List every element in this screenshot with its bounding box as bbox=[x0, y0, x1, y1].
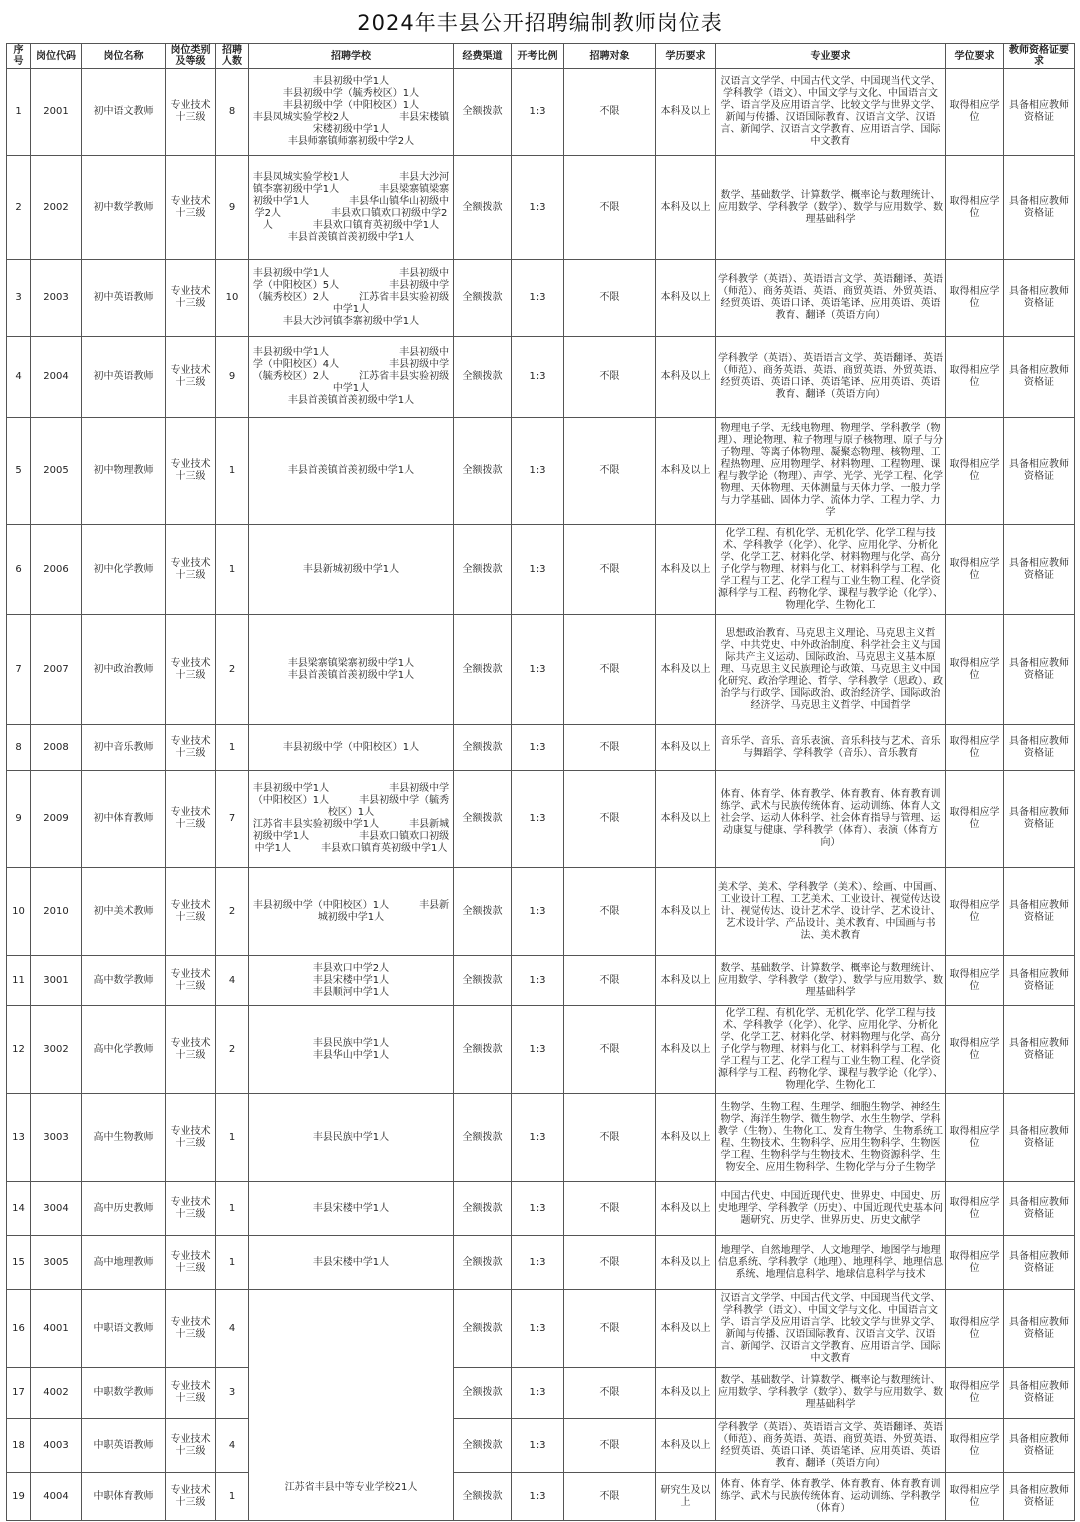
cell-schools: 丰县初级中学1人 丰县初级中学（中阳校区）4人 丰县初级中学（毓秀校区）2人 江苏省丰县实验初级中学1人 丰县首羡镇首羡初级中学1人 bbox=[249, 337, 454, 418]
cell-cert: 具备相应教师资格证 bbox=[1004, 1182, 1075, 1236]
cell-ratio: 1:3 bbox=[512, 525, 564, 615]
cell-edu: 本科及以上 bbox=[656, 1368, 716, 1419]
cell-schools: 丰县初级中学1人 丰县初级中学（中阳校区）1人 丰县初级中学（毓秀校区）1人 江苏省丰县实验初级中学1人 丰县新城初级中学1人 丰县欢口镇欢口初级中学1人 丰县欢口镇育英初级中学1人 bbox=[249, 771, 454, 868]
cell-cert: 具备相应教师资格证 bbox=[1004, 337, 1075, 418]
cell-target: 不限 bbox=[564, 956, 656, 1006]
header-cell: 岗位代码 bbox=[31, 44, 82, 69]
header-cell: 经费渠道 bbox=[454, 44, 512, 69]
cell-edu: 本科及以上 bbox=[656, 725, 716, 771]
cell-code: 2002 bbox=[31, 156, 82, 260]
cell-level: 专业技术十三级 bbox=[166, 69, 216, 156]
cell-no: 12 bbox=[7, 1006, 31, 1094]
table-row bbox=[7, 418, 1075, 525]
cell-count: 9 bbox=[216, 337, 249, 418]
cell-ratio: 1:3 bbox=[512, 1368, 564, 1419]
cell-level: 专业技术十三级 bbox=[166, 156, 216, 260]
cell-code: 2009 bbox=[31, 771, 82, 868]
cell-ratio: 1:3 bbox=[512, 1290, 564, 1368]
cell-level: 专业技术十三级 bbox=[166, 1290, 216, 1368]
cell-count: 1 bbox=[216, 418, 249, 525]
cell-cert: 具备相应教师资格证 bbox=[1004, 1290, 1075, 1368]
cell-major: 中国古代史、中国近现代史、世界史、中国史、历史地理学、学科教学（历史）、中国近现代史基本问题研究、历史学、世界历史、历史文献学 bbox=[716, 1182, 946, 1236]
table-row bbox=[7, 956, 1075, 1006]
cell-degree: 取得相应学位 bbox=[946, 1290, 1004, 1368]
cell-no: 16 bbox=[7, 1290, 31, 1368]
cell-no: 1 bbox=[7, 69, 31, 156]
cell-no: 9 bbox=[7, 771, 31, 868]
cell-code: 3002 bbox=[31, 1006, 82, 1094]
cell-name: 中职英语教师 bbox=[82, 1419, 166, 1473]
cell-cert: 具备相应教师资格证 bbox=[1004, 1473, 1075, 1521]
cell-count: 1 bbox=[216, 1236, 249, 1290]
table-row bbox=[7, 1236, 1075, 1290]
cell-fund: 全额拨款 bbox=[454, 337, 512, 418]
cell-level: 专业技术十三级 bbox=[166, 725, 216, 771]
cell-major: 生物学、生物工程、生理学、细胞生物学、神经生物学、海洋生物学、微生物学、水生生物学、学科教学（生物）、生物化工、发育生物学、生物系统工程、生物技术、生物科学、应用生物科学、生物医学工程、生物科学与生物技术、生物资源科学、生物安全、应用生物科学、生物化学与分子生物学 bbox=[716, 1094, 946, 1182]
cell-schools: 丰县宋楼中学1人 bbox=[249, 1236, 454, 1290]
cell-target: 不限 bbox=[564, 868, 656, 956]
cell-no: 15 bbox=[7, 1236, 31, 1290]
cell-level: 专业技术十三级 bbox=[166, 1236, 216, 1290]
cell-name: 初中美术教师 bbox=[82, 868, 166, 956]
cell-target: 不限 bbox=[564, 337, 656, 418]
header-cell: 教师资格证要求 bbox=[1004, 44, 1075, 69]
cell-edu: 本科及以上 bbox=[656, 418, 716, 525]
cell-target: 不限 bbox=[564, 156, 656, 260]
cell-edu: 本科及以上 bbox=[656, 1182, 716, 1236]
cell-major: 地理学、自然地理学、人文地理学、地图学与地理信息系统、学科教学（地理）、地理科学、地理信息系统、地理信息科学、地球信息科学与技术 bbox=[716, 1236, 946, 1290]
table-row bbox=[7, 771, 1075, 868]
cell-schools: 丰县宋楼中学1人 bbox=[249, 1182, 454, 1236]
cell-fund: 全额拨款 bbox=[454, 1182, 512, 1236]
table-row bbox=[7, 1473, 1075, 1521]
header-cell: 招聘人数 bbox=[216, 44, 249, 69]
cell-name: 高中历史教师 bbox=[82, 1182, 166, 1236]
cell-schools: 丰县民族中学1人 丰县华山中学1人 bbox=[249, 1006, 454, 1094]
cell-fund: 全额拨款 bbox=[454, 771, 512, 868]
cell-edu: 本科及以上 bbox=[656, 337, 716, 418]
cell-level: 专业技术十三级 bbox=[166, 418, 216, 525]
recruitment-table bbox=[6, 43, 1075, 1521]
cell-count: 4 bbox=[216, 1290, 249, 1368]
table-row bbox=[7, 615, 1075, 725]
cell-level: 专业技术十三级 bbox=[166, 1094, 216, 1182]
cell-level: 专业技术十三级 bbox=[166, 337, 216, 418]
cell-name: 高中化学教师 bbox=[82, 1006, 166, 1094]
page-title: 2024年丰县公开招聘编制教师岗位表 bbox=[357, 11, 723, 35]
cell-fund: 全额拨款 bbox=[454, 1473, 512, 1521]
cell-count: 4 bbox=[216, 956, 249, 1006]
cell-code: 3001 bbox=[31, 956, 82, 1006]
cell-no: 14 bbox=[7, 1182, 31, 1236]
cell-target: 不限 bbox=[564, 1006, 656, 1094]
cell-cert: 具备相应教师资格证 bbox=[1004, 1094, 1075, 1182]
cell-no: 19 bbox=[7, 1473, 31, 1521]
cell-count: 1 bbox=[216, 525, 249, 615]
cell-level: 专业技术十三级 bbox=[166, 260, 216, 337]
cell-no: 11 bbox=[7, 956, 31, 1006]
cell-schools: 丰县凤城实验学校1人 丰县大沙河镇李寨初级中学1人 丰县梁寨镇梁寨初级中学1人 丰县华山镇华山初级中学2人 丰县欢口镇欢口初级中学2人 丰县欢口镇育英初级中学1人 丰县首羡镇首羡初级中学1人 bbox=[249, 156, 454, 260]
cell-count: 2 bbox=[216, 868, 249, 956]
cell-degree: 取得相应学位 bbox=[946, 725, 1004, 771]
cell-fund: 全额拨款 bbox=[454, 69, 512, 156]
cell-degree: 取得相应学位 bbox=[946, 1182, 1004, 1236]
table-row bbox=[7, 1368, 1075, 1419]
cell-count: 1 bbox=[216, 1182, 249, 1236]
cell-code: 3004 bbox=[31, 1182, 82, 1236]
cell-degree: 取得相应学位 bbox=[946, 1473, 1004, 1521]
cell-no: 2 bbox=[7, 156, 31, 260]
table-row bbox=[7, 337, 1075, 418]
cell-no: 13 bbox=[7, 1094, 31, 1182]
cell-cert: 具备相应教师资格证 bbox=[1004, 725, 1075, 771]
cell-target: 不限 bbox=[564, 1368, 656, 1419]
cell-major: 汉语言文学学、中国古代文学、中国现当代文学、学科教学（语文）、中国文学与文化、中国语言文学、语言学及应用语言学、比较文学与世界文学、新闻与传播、汉语国际教育、汉语言文学、汉语言、新闻学、汉语言文学教育、应用语言学、国际中文教育 bbox=[716, 1290, 946, 1368]
cell-cert: 具备相应教师资格证 bbox=[1004, 771, 1075, 868]
cell-edu: 本科及以上 bbox=[656, 1094, 716, 1182]
cell-major: 数学、基础数学、计算数学、概率论与数理统计、应用数学、学科教学（数学）、数学与应用数学、数理基础科学 bbox=[716, 956, 946, 1006]
cell-name: 初中英语教师 bbox=[82, 260, 166, 337]
cell-fund: 全额拨款 bbox=[454, 615, 512, 725]
table-row bbox=[7, 260, 1075, 337]
cell-target: 不限 bbox=[564, 1094, 656, 1182]
cell-ratio: 1:3 bbox=[512, 1094, 564, 1182]
cell-code: 2006 bbox=[31, 525, 82, 615]
cell-target: 不限 bbox=[564, 525, 656, 615]
cell-degree: 取得相应学位 bbox=[946, 418, 1004, 525]
cell-count: 1 bbox=[216, 1094, 249, 1182]
cell-degree: 取得相应学位 bbox=[946, 156, 1004, 260]
cell-code: 4003 bbox=[31, 1419, 82, 1473]
cell-target: 不限 bbox=[564, 69, 656, 156]
cell-no: 8 bbox=[7, 725, 31, 771]
cell-major: 思想政治教育、马克思主义理论、马克思主义哲学、中共党史、中外政治制度、科学社会主义与国际共产主义运动、国际政治、马克思主义基本原理、马克思主义民族理论与政策、马克思主义中国化研究、政治学理论、哲学、学科教学（思政）、政治学与行政学、国际政治、政治经济学、国际政治经济学、马克思主义哲学、中国哲学 bbox=[716, 615, 946, 725]
table-row bbox=[7, 156, 1075, 260]
cell-code: 3003 bbox=[31, 1094, 82, 1182]
cell-major: 物理电子学、无线电物理、物理学、学科教学（物理）、理论物理、粒子物理与原子核物理、原子与分子物理、等离子体物理、凝聚态物理、核物理、工程热物理、应用物理学、材料物理、工程物理、课程与教学论（物理）、声学、光学、光学工程、化学物理、天体物理、天体测量与天体力学、一般力学与力学基础、固体力学、流体力学、工程力学、力学 bbox=[716, 418, 946, 525]
cell-target: 不限 bbox=[564, 260, 656, 337]
cell-schools: 丰县首羡镇首羡初级中学1人 bbox=[249, 418, 454, 525]
cell-ratio: 1:3 bbox=[512, 956, 564, 1006]
cell-no: 7 bbox=[7, 615, 31, 725]
cell-fund: 全额拨款 bbox=[454, 1368, 512, 1419]
cell-degree: 取得相应学位 bbox=[946, 615, 1004, 725]
cell-ratio: 1:3 bbox=[512, 1182, 564, 1236]
cell-fund: 全额拨款 bbox=[454, 868, 512, 956]
cell-ratio: 1:3 bbox=[512, 771, 564, 868]
cell-major: 数学、基础数学、计算数学、概率论与数理统计、应用数学、学科教学（数学）、数学与应用数学、数理基础科学 bbox=[716, 1368, 946, 1419]
cell-name: 初中音乐教师 bbox=[82, 725, 166, 771]
cell-name: 中职语文教师 bbox=[82, 1290, 166, 1368]
cell-target: 不限 bbox=[564, 771, 656, 868]
cell-ratio: 1:3 bbox=[512, 725, 564, 771]
cell-edu: 本科及以上 bbox=[656, 1006, 716, 1094]
cell-target: 不限 bbox=[564, 1182, 656, 1236]
cell-cert: 具备相应教师资格证 bbox=[1004, 1236, 1075, 1290]
cell-schools: 丰县初级中学（中阳校区）1人 bbox=[249, 725, 454, 771]
header-cell: 招聘学校 bbox=[249, 44, 454, 69]
cell-no: 5 bbox=[7, 418, 31, 525]
cell-cert: 具备相应教师资格证 bbox=[1004, 1006, 1075, 1094]
cell-ratio: 1:3 bbox=[512, 337, 564, 418]
cell-cert: 具备相应教师资格证 bbox=[1004, 1419, 1075, 1473]
cell-no: 17 bbox=[7, 1368, 31, 1419]
cell-count: 8 bbox=[216, 69, 249, 156]
cell-ratio: 1:3 bbox=[512, 260, 564, 337]
cell-fund: 全额拨款 bbox=[454, 725, 512, 771]
cell-major: 体育、体育学、体育教学、体育教育、体育教育训练学、武术与民族传统体育、运动训练、体育人文社会学、运动人体科学、社会体育指导与管理、运动康复与健康、学科教学（体育）、表演（体育方向） bbox=[716, 771, 946, 868]
cell-fund: 全额拨款 bbox=[454, 1006, 512, 1094]
cell-name: 初中政治教师 bbox=[82, 615, 166, 725]
cell-schools: 丰县民族中学1人 bbox=[249, 1094, 454, 1182]
cell-schools: 丰县欢口中学2人 丰县宋楼中学1人 丰县顺河中学1人 bbox=[249, 956, 454, 1006]
cell-degree: 取得相应学位 bbox=[946, 1236, 1004, 1290]
cell-ratio: 1:3 bbox=[512, 615, 564, 725]
cell-major: 学科教学（英语）、英语语言文学、英语翻译、英语（师范）、商务英语、英语、商贸英语、外贸英语、经贸英语、英语口译、英语笔译、应用英语、英语教育、翻译（英语方向） bbox=[716, 260, 946, 337]
cell-edu: 本科及以上 bbox=[656, 868, 716, 956]
cell-edu: 本科及以上 bbox=[656, 260, 716, 337]
cell-count: 3 bbox=[216, 1368, 249, 1419]
table-row bbox=[7, 1094, 1075, 1182]
cell-major: 汉语言文学学、中国古代文学、中国现当代文学、学科教学（语文）、中国文学与文化、中国语言文学、语言学及应用语言学、比较文学与世界文学、新闻与传播、汉语国际教育、汉语言文学、汉语言、新闻学、汉语言文学教育、应用语言学、国际中文教育 bbox=[716, 69, 946, 156]
header-cell: 开考比例 bbox=[512, 44, 564, 69]
cell-edu: 本科及以上 bbox=[656, 771, 716, 868]
cell-count: 7 bbox=[216, 771, 249, 868]
cell-edu: 本科及以上 bbox=[656, 1419, 716, 1473]
header-cell: 学历要求 bbox=[656, 44, 716, 69]
cell-no: 4 bbox=[7, 337, 31, 418]
cell-fund: 全额拨款 bbox=[454, 156, 512, 260]
cell-ratio: 1:3 bbox=[512, 418, 564, 525]
cell-fund: 全额拨款 bbox=[454, 1290, 512, 1368]
cell-cert: 具备相应教师资格证 bbox=[1004, 260, 1075, 337]
cell-level: 专业技术十三级 bbox=[166, 1368, 216, 1419]
cell-code: 2003 bbox=[31, 260, 82, 337]
table-row bbox=[7, 1182, 1075, 1236]
cell-level: 专业技术十三级 bbox=[166, 1473, 216, 1521]
cell-level: 专业技术十三级 bbox=[166, 615, 216, 725]
cell-level: 专业技术十三级 bbox=[166, 1006, 216, 1094]
cell-major: 数学、基础数学、计算数学、概率论与数理统计、应用数学、学科教学（数学）、数学与应用数学、数理基础科学 bbox=[716, 156, 946, 260]
cell-level: 专业技术十三级 bbox=[166, 525, 216, 615]
cell-count: 2 bbox=[216, 615, 249, 725]
header-cell: 学位要求 bbox=[946, 44, 1004, 69]
cell-cert: 具备相应教师资格证 bbox=[1004, 525, 1075, 615]
cell-code: 2010 bbox=[31, 868, 82, 956]
cell-fund: 全额拨款 bbox=[454, 956, 512, 1006]
header-cell: 岗位类别及等级 bbox=[166, 44, 216, 69]
cell-major: 学科教学（英语）、英语语言文学、英语翻译、英语（师范）、商务英语、英语、商贸英语、外贸英语、经贸英语、英语口译、英语笔译、应用英语、英语教育、翻译（英语方向） bbox=[716, 337, 946, 418]
cell-fund: 全额拨款 bbox=[454, 1094, 512, 1182]
cell-edu: 本科及以上 bbox=[656, 956, 716, 1006]
cell-name: 初中物理教师 bbox=[82, 418, 166, 525]
cell-degree: 取得相应学位 bbox=[946, 1368, 1004, 1419]
cell-name: 高中地理教师 bbox=[82, 1236, 166, 1290]
cell-edu: 研究生及以上 bbox=[656, 1473, 716, 1521]
table-row bbox=[7, 525, 1075, 615]
cell-degree: 取得相应学位 bbox=[946, 1006, 1004, 1094]
cell-fund: 全额拨款 bbox=[454, 1236, 512, 1290]
cell-no: 3 bbox=[7, 260, 31, 337]
cell-ratio: 1:3 bbox=[512, 1473, 564, 1521]
cell-code: 2004 bbox=[31, 337, 82, 418]
cell-schools: 丰县初级中学（中阳校区）1人 丰县新城初级中学1人 bbox=[249, 868, 454, 956]
cell-count: 10 bbox=[216, 260, 249, 337]
cell-level: 专业技术十三级 bbox=[166, 1182, 216, 1236]
header-cell: 招聘对象 bbox=[564, 44, 656, 69]
cell-target: 不限 bbox=[564, 615, 656, 725]
cell-no: 10 bbox=[7, 868, 31, 956]
cell-degree: 取得相应学位 bbox=[946, 337, 1004, 418]
table-row bbox=[7, 1290, 1075, 1368]
cell-name: 中职体育教师 bbox=[82, 1473, 166, 1521]
cell-edu: 本科及以上 bbox=[656, 615, 716, 725]
cell-name: 初中数学教师 bbox=[82, 156, 166, 260]
cell-target: 不限 bbox=[564, 1236, 656, 1290]
cell-degree: 取得相应学位 bbox=[946, 868, 1004, 956]
cell-fund: 全额拨款 bbox=[454, 260, 512, 337]
cell-degree: 取得相应学位 bbox=[946, 260, 1004, 337]
cell-name: 中职数学教师 bbox=[82, 1368, 166, 1419]
cell-fund: 全额拨款 bbox=[454, 525, 512, 615]
table-header-row bbox=[7, 44, 1075, 69]
cell-cert: 具备相应教师资格证 bbox=[1004, 615, 1075, 725]
cell-name: 初中语文教师 bbox=[82, 69, 166, 156]
cell-cert: 具备相应教师资格证 bbox=[1004, 418, 1075, 525]
cell-level: 专业技术十三级 bbox=[166, 868, 216, 956]
cell-major: 化学工程、有机化学、无机化学、化学工程与技术、学科教学（化学）、化学、应用化学、分析化学、化学工艺、材料化学、材料物理与化学、高分子化学与物理、材料与化工、材料科学与工程、化学工程与工艺、化学工程与工业生物工程、化学资源科学与工程、药物化学、课程与教学论（化学）、物理化学、生物化工 bbox=[716, 525, 946, 615]
cell-ratio: 1:3 bbox=[512, 69, 564, 156]
cell-target: 不限 bbox=[564, 1419, 656, 1473]
cell-code: 2001 bbox=[31, 69, 82, 156]
cell-major: 化学工程、有机化学、无机化学、化学工程与技术、学科教学（化学）、化学、应用化学、分析化学、化学工艺、材料化学、材料物理与化学、高分子化学与物理、材料与化工、材料科学与工程、化学工程与工艺、化学工程与工业生物工程、化学资源科学与工程、药物化学、课程与教学论（化学）、物理化学、生物化工 bbox=[716, 1006, 946, 1094]
header-cell: 专业要求 bbox=[716, 44, 946, 69]
cell-target: 不限 bbox=[564, 1290, 656, 1368]
cell-target: 不限 bbox=[564, 725, 656, 771]
cell-no: 6 bbox=[7, 525, 31, 615]
cell-ratio: 1:3 bbox=[512, 156, 564, 260]
cell-name: 初中体育教师 bbox=[82, 771, 166, 868]
cell-code: 2008 bbox=[31, 725, 82, 771]
header-cell: 序号 bbox=[7, 44, 31, 69]
cell-edu: 本科及以上 bbox=[656, 69, 716, 156]
cell-degree: 取得相应学位 bbox=[946, 69, 1004, 156]
cell-code: 2007 bbox=[31, 615, 82, 725]
cell-cert: 具备相应教师资格证 bbox=[1004, 1368, 1075, 1419]
cell-cert: 具备相应教师资格证 bbox=[1004, 156, 1075, 260]
cell-schools: 丰县梁寨镇梁寨初级中学1人 丰县首羡镇首羡初级中学1人 bbox=[249, 615, 454, 725]
cell-fund: 全额拨款 bbox=[454, 418, 512, 525]
cell-major: 音乐学、音乐、音乐表演、音乐科技与艺术、音乐与舞蹈学、学科教学（音乐）、音乐教育 bbox=[716, 725, 946, 771]
cell-schools: 丰县新城初级中学1人 bbox=[249, 525, 454, 615]
cell-target: 不限 bbox=[564, 1473, 656, 1521]
cell-count: 4 bbox=[216, 1419, 249, 1473]
cell-count: 1 bbox=[216, 725, 249, 771]
cell-code: 2005 bbox=[31, 418, 82, 525]
table-row bbox=[7, 725, 1075, 771]
cell-cert: 具备相应教师资格证 bbox=[1004, 868, 1075, 956]
cell-name: 初中化学教师 bbox=[82, 525, 166, 615]
cell-cert: 具备相应教师资格证 bbox=[1004, 69, 1075, 156]
cell-code: 4001 bbox=[31, 1290, 82, 1368]
cell-target: 不限 bbox=[564, 418, 656, 525]
table-row bbox=[7, 69, 1075, 156]
cell-level: 专业技术十三级 bbox=[166, 956, 216, 1006]
cell-degree: 取得相应学位 bbox=[946, 1094, 1004, 1182]
cell-ratio: 1:3 bbox=[512, 868, 564, 956]
cell-edu: 本科及以上 bbox=[656, 1290, 716, 1368]
cell-name: 高中生物教师 bbox=[82, 1094, 166, 1182]
cell-ratio: 1:3 bbox=[512, 1006, 564, 1094]
cell-code: 3005 bbox=[31, 1236, 82, 1290]
cell-ratio: 1:3 bbox=[512, 1236, 564, 1290]
cell-major: 学科教学（英语）、英语语言文学、英语翻译、英语（师范）、商务英语、英语、商贸英语、外贸英语、经贸英语、英语口译、英语笔译、应用英语、英语教育、翻译（英语方向） bbox=[716, 1419, 946, 1473]
cell-fund: 全额拨款 bbox=[454, 1419, 512, 1473]
cell-cert: 具备相应教师资格证 bbox=[1004, 956, 1075, 1006]
header-cell: 岗位名称 bbox=[82, 44, 166, 69]
cell-count: 1 bbox=[216, 1473, 249, 1521]
table-row bbox=[7, 1006, 1075, 1094]
cell-ratio: 1:3 bbox=[512, 1419, 564, 1473]
cell-code: 4004 bbox=[31, 1473, 82, 1521]
cell-name: 初中英语教师 bbox=[82, 337, 166, 418]
cell-edu: 本科及以上 bbox=[656, 525, 716, 615]
cell-code: 4002 bbox=[31, 1368, 82, 1419]
cell-degree: 取得相应学位 bbox=[946, 525, 1004, 615]
cell-level: 专业技术十三级 bbox=[166, 1419, 216, 1473]
cell-degree: 取得相应学位 bbox=[946, 1419, 1004, 1473]
cell-degree: 取得相应学位 bbox=[946, 771, 1004, 868]
cell-count: 9 bbox=[216, 156, 249, 260]
cell-schools: 丰县初级中学1人 丰县初级中学（毓秀校区）1人 丰县初级中学（中阳校区）1人 丰县凤城实验学校2人 丰县宋楼镇宋楼初级中学1人 丰县师寨镇师寨初级中学2人 bbox=[249, 69, 454, 156]
cell-count: 2 bbox=[216, 1006, 249, 1094]
cell-degree: 取得相应学位 bbox=[946, 956, 1004, 1006]
cell-name: 高中数学教师 bbox=[82, 956, 166, 1006]
cell-major: 体育、体育学、体育教学、体育教育、体育教育训练学、武术与民族传统体育、运动训练、学科教学（体育） bbox=[716, 1473, 946, 1521]
cell-major: 美术学、美术、学科教学（美术）、绘画、中国画、工业设计工程、工艺美术、工业设计、视觉传达设计、视觉传达、设计艺术学、设计学、艺术设计、艺术设计学、产品设计、美术教育、中国画与书法、美术教育 bbox=[716, 868, 946, 956]
cell-schools: 丰县初级中学1人 丰县初级中学（中阳校区）5人 丰县初级中学（毓秀校区）2人 江苏省丰县实验初级中学1人 丰县大沙河镇李寨初级中学1人 bbox=[249, 260, 454, 337]
cell-no: 18 bbox=[7, 1419, 31, 1473]
table-row bbox=[7, 868, 1075, 956]
cell-schools-merged: 江苏省丰县中等专业学校21人 bbox=[249, 1290, 454, 1521]
table-row bbox=[7, 1419, 1075, 1473]
cell-edu: 本科及以上 bbox=[656, 1236, 716, 1290]
cell-edu: 本科及以上 bbox=[656, 156, 716, 260]
cell-level: 专业技术十三级 bbox=[166, 771, 216, 868]
